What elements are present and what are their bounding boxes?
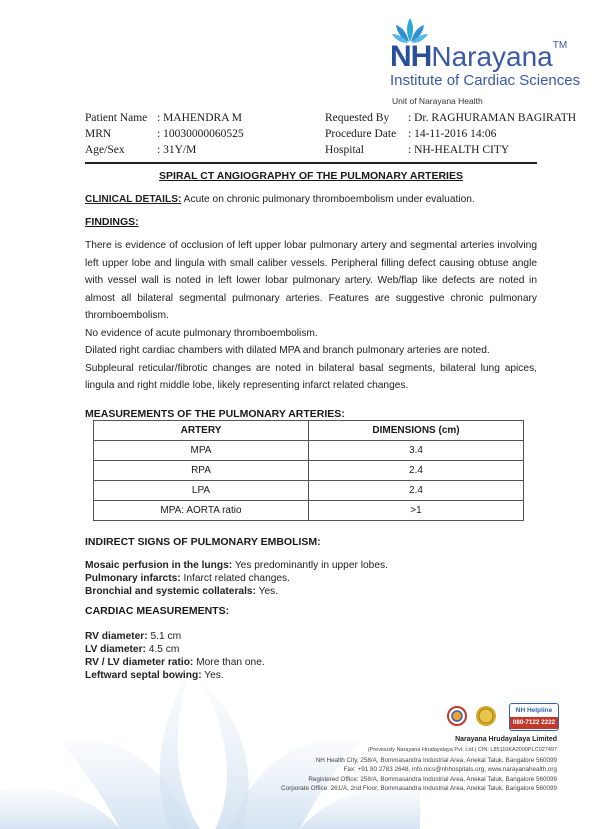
helpline-number: 080-7122 2222 bbox=[510, 717, 558, 729]
clinical-details bbox=[85, 193, 555, 206]
list-item: Bronchial and systemic collaterals: Yes. bbox=[85, 586, 279, 597]
dimension-cell: 2.4 bbox=[309, 461, 524, 481]
list-item: RV diameter: 5.1 cm bbox=[85, 631, 182, 642]
table-row bbox=[94, 461, 524, 481]
table-row bbox=[94, 481, 524, 501]
clinical-details-label: CLINICAL DETAILS: bbox=[85, 194, 182, 205]
nabh-seal-icon bbox=[447, 706, 467, 726]
artery-cell: LPA bbox=[94, 481, 309, 501]
dimension-cell: 3.4 bbox=[309, 441, 524, 461]
dimension-cell: 2.4 bbox=[309, 481, 524, 501]
patient-name-value: : MAHENDRA M bbox=[157, 112, 242, 124]
list-item: LV diameter: 4.5 cm bbox=[85, 644, 180, 655]
dimensions-column-header: DIMENSIONS (cm) bbox=[309, 421, 524, 441]
finding-paragraph: Dilated right cardiac chambers with dilated MPA and branch pulmonary arteries are noted. bbox=[85, 345, 490, 356]
measurements-heading: MEASUREMENTS OF THE PULMONARY ARTERIES: bbox=[85, 408, 345, 420]
findings-body bbox=[85, 237, 537, 395]
footer-address bbox=[170, 734, 557, 794]
mrn-value: : 10030000060525 bbox=[157, 128, 244, 140]
company-name: Narayana Hrudayalaya Limited bbox=[455, 736, 557, 743]
requested-by-value: : Dr. RAGHURAMAN BAGIRATH bbox=[408, 112, 577, 124]
hospital-label: Hospital bbox=[325, 144, 364, 156]
procedure-date-value: : 14-11-2016 14:06 bbox=[408, 128, 497, 140]
helpline-label: NH Helpline bbox=[515, 707, 553, 714]
findings-heading: FINDINGS: bbox=[85, 216, 139, 228]
list-item: Leftward septal bowing: Yes. bbox=[85, 670, 224, 681]
footer-line: Registered Office: 258/A, Bommasandra Industrial Area, Anekal Taluk, Bangalore 560099 bbox=[308, 775, 557, 783]
footer-line: Fax: +91 80 2783 2648, info.nics@nhhospitals.org, www.narayanahealth.org bbox=[343, 766, 557, 773]
table-row bbox=[94, 501, 524, 521]
logo-subtitle: Institute of Cardiac Sciences bbox=[390, 72, 581, 89]
list-item: Pulmonary infarcts: Infarct related changes. bbox=[85, 573, 290, 584]
indirect-signs-list bbox=[85, 559, 545, 598]
footer-line: NH Health City, 258/A, Bommasandra Industrial Area, Anekal Taluk, Bangalore 560099 bbox=[315, 756, 557, 764]
footer-line: Corporate Office: 261/A, 2nd Floor, Bommasandra Industrial Area, Anekal Taluk, Bangalore 560099 bbox=[281, 785, 557, 792]
header-divider bbox=[85, 162, 537, 164]
accreditation-seal-icon bbox=[475, 705, 497, 727]
measurements-table bbox=[93, 420, 524, 521]
procedure-date-label: Procedure Date bbox=[325, 128, 397, 140]
logo-tm: TM bbox=[552, 40, 568, 51]
clinical-details-text: Acute on chronic pulmonary thromboembolism under evaluation. bbox=[181, 194, 475, 205]
patient-info bbox=[85, 110, 585, 160]
artery-column-header: ARTERY bbox=[94, 421, 309, 441]
list-item: Mosaic perfusion in the lungs: Yes predominantly in upper lobes. bbox=[85, 560, 388, 571]
cardiac-list bbox=[85, 630, 545, 682]
artery-cell: MPA bbox=[94, 441, 309, 461]
logo-nh: NH bbox=[390, 40, 432, 73]
brand-logo bbox=[390, 40, 567, 74]
table-header-row bbox=[94, 421, 524, 441]
logo-name: Narayana bbox=[431, 41, 553, 72]
artery-cell: RPA bbox=[94, 461, 309, 481]
unit-label: Unit of Narayana Health bbox=[392, 96, 483, 106]
mrn-label: MRN bbox=[85, 128, 112, 140]
hospital-value: : NH-HEALTH CITY bbox=[408, 144, 510, 156]
dimension-cell: >1 bbox=[309, 501, 524, 521]
requested-by-label: Requested By bbox=[325, 112, 390, 124]
table-row bbox=[94, 441, 524, 461]
patient-name-label: Patient Name bbox=[85, 112, 148, 124]
indirect-signs-heading: INDIRECT SIGNS OF PULMONARY EMBOLISM: bbox=[85, 536, 321, 548]
list-item: RV / LV diameter ratio: More than one. bbox=[85, 657, 265, 668]
footer-line: (Previously Narayana Hrudayalaya Pvt. Ltd.) CIN: L85110KA2000PLC027497 bbox=[367, 747, 557, 753]
nh-helpline-badge bbox=[509, 703, 559, 731]
report-title: SPIRAL CT ANGIOGRAPHY OF THE PULMONARY ARTERIES bbox=[159, 170, 463, 182]
agesex-label: Age/Sex bbox=[85, 144, 125, 156]
artery-cell: MPA: AORTA ratio bbox=[94, 501, 309, 521]
agesex-value: : 31Y/M bbox=[157, 144, 197, 156]
finding-paragraph: No evidence of acute pulmonary thromboembolism. bbox=[85, 327, 318, 339]
finding-paragraph: Subpleural reticular/fibrotic changes are noted in bilateral basal segments, bilateral lung apices, lingula and right middle lobe, likely representing infarct related changes. bbox=[85, 362, 537, 391]
cardiac-heading: CARDIAC MEASUREMENTS: bbox=[85, 605, 230, 617]
finding-paragraph: There is evidence of occlusion of left upper lobar pulmonary artery and segmental arteries involving left upper lobe and lingula with small caliber vessels. Peripheral filling defect causing obtuse angle with vessel wall is noted in left lower lobar pulmonary artery. Web/flap like defects are noted in almost all bilateral segmental pulmonary arteries. Features are suggestive chronic pulmonary thromboembolism. bbox=[85, 240, 537, 321]
